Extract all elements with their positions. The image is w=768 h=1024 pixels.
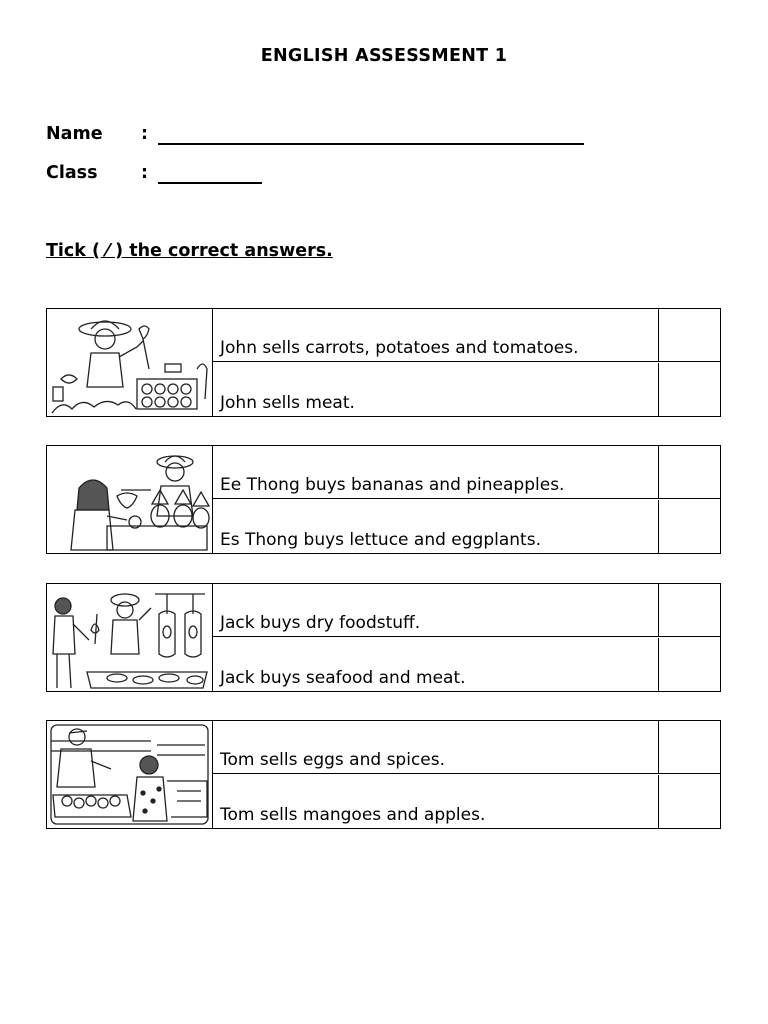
question-2-tick-box-2[interactable] xyxy=(658,500,720,553)
question-2-option-1: Ee Thong buys bananas and pineapples. xyxy=(213,446,658,499)
question-3-tick-box-1[interactable] xyxy=(658,584,720,637)
question-block-3 xyxy=(46,583,721,692)
question-block-2 xyxy=(46,445,721,554)
page-title: ENGLISH ASSESSMENT 1 xyxy=(260,46,508,66)
class-answer-line[interactable] xyxy=(158,182,262,184)
instruction-text: Tick ( ⁄ ) the correct answers. xyxy=(46,241,333,261)
question-1-tick-box-1[interactable] xyxy=(658,309,720,362)
question-4-option-1: Tom sells eggs and spices. xyxy=(213,721,658,774)
question-block-1 xyxy=(46,308,721,417)
name-answer-line[interactable] xyxy=(158,143,584,145)
name-colon: : xyxy=(141,124,148,144)
question-1-tick-box-2[interactable] xyxy=(658,363,720,416)
question-2-tick-box-1[interactable] xyxy=(658,446,720,499)
question-1-option-1: John sells carrots, potatoes and tomatoes. xyxy=(213,309,658,362)
question-4-tick-box-2[interactable] xyxy=(658,775,720,828)
question-3-option-1: Jack buys dry foodstuff. xyxy=(213,584,658,637)
question-3-option-2: Jack buys seafood and meat. xyxy=(220,668,466,688)
question-block-4 xyxy=(46,720,721,829)
question-3-tick-box-2[interactable] xyxy=(658,638,720,691)
question-2-option-2: Es Thong buys lettuce and eggplants. xyxy=(220,530,541,550)
class-colon: : xyxy=(141,163,148,183)
question-4-option-2: Tom sells mangoes and apples. xyxy=(220,805,486,825)
question-4-tick-box-1[interactable] xyxy=(658,721,720,774)
girl-buying-fruit-illustration xyxy=(47,446,213,553)
fruit-stall-seller-illustration xyxy=(47,721,213,828)
class-label: Class xyxy=(46,163,98,183)
market-seller-vegetables-illustration xyxy=(47,309,213,416)
question-1-option-2: John sells meat. xyxy=(220,393,355,413)
fish-and-meat-stall-illustration xyxy=(47,584,213,691)
name-label: Name xyxy=(46,124,103,144)
